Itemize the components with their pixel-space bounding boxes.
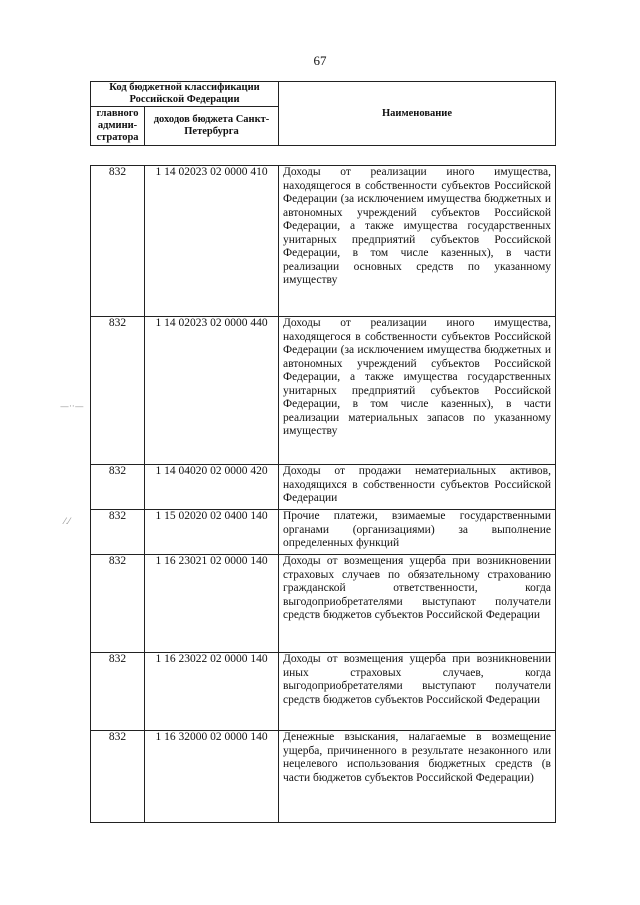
data-table <box>90 165 556 823</box>
cell-admin: 832 <box>91 731 145 823</box>
table-row <box>91 653 556 731</box>
table-row <box>91 317 556 465</box>
cell-name: Денежные взыскания, налагаемые в возмещение ущерба, причиненного в результате незаконного или нецелевого использования бюджетных средств (в части бюджетов субъектов Российской Федерации) <box>279 731 556 823</box>
cell-code: 1 14 04020 02 0000 420 <box>145 465 279 510</box>
cell-code: 1 14 02023 02 0000 410 <box>145 166 279 317</box>
header-code: доходов бюджета Санкт-Петербурга <box>145 107 279 146</box>
cell-code: 1 16 32000 02 0000 140 <box>145 731 279 823</box>
cell-admin: 832 <box>91 465 145 510</box>
cell-code: 1 16 23022 02 0000 140 <box>145 653 279 731</box>
cell-code: 1 16 23021 02 0000 140 <box>145 555 279 653</box>
cell-name: Доходы от реализации иного имущества, находящегося в собственности субъектов Российской Федерации (за исключением имущества бюджетных и автономных учреждений субъектов Российской Федерации, а также имущества государственных унитарных предприятий субъектов Российской Федерации, в том числе казенных), в части реализации материальных запасов по указанному имуществу <box>279 317 556 465</box>
header-admin: главного админи-стратора <box>91 107 145 146</box>
cell-name: Доходы от возмещения ущерба при возникновении иных страховых случаев, когда выгодоприобретателями выступают получатели средств бюджетов субъектов Российской Федерации <box>279 653 556 731</box>
page-number: 67 <box>313 53 327 68</box>
cell-admin: 832 <box>91 653 145 731</box>
table-row <box>91 510 556 555</box>
cell-name: Прочие платежи, взимаемые государственными органами (организациями) за выполнение определенных функций <box>279 510 556 555</box>
table-row <box>91 166 556 317</box>
cell-name: Доходы от возмещения ущерба при возникновении страховых случаев по обязательному страхованию гражданской ответственности, когда выгодоприобретателями выступают получатели средств бюджетов субъектов Российской Федерации <box>279 555 556 653</box>
cell-name: Доходы от реализации иного имущества, находящегося в собственности субъектов Российской Федерации (за исключением имущества бюджетных и автономных учреждений субъектов Российской Федерации, а также имущества государственных унитарных предприятий субъектов Российской Федерации, в том числе казенных), в части реализации основных средств по указанному имуществу <box>279 166 556 317</box>
header-name: Наименование <box>279 82 556 146</box>
margin-mark: ⁄.⁄ <box>64 517 70 527</box>
table-header <box>90 81 556 146</box>
table-row <box>91 555 556 653</box>
cell-admin: 832 <box>91 317 145 465</box>
table-row <box>91 465 556 510</box>
table-row <box>91 731 556 823</box>
cell-name: Доходы от продажи нематериальных активов, находящихся в собственности субъектов Российской Федерации <box>279 465 556 510</box>
cell-admin: 832 <box>91 166 145 317</box>
cell-admin: 832 <box>91 555 145 653</box>
cell-code: 1 14 02023 02 0000 440 <box>145 317 279 465</box>
cell-code: 1 15 02020 02 0400 140 <box>145 510 279 555</box>
cell-admin: 832 <box>91 510 145 555</box>
margin-mark: —··— <box>60 402 84 412</box>
header-group-title: Код бюджетной классификации Российской Федерации <box>91 82 279 107</box>
